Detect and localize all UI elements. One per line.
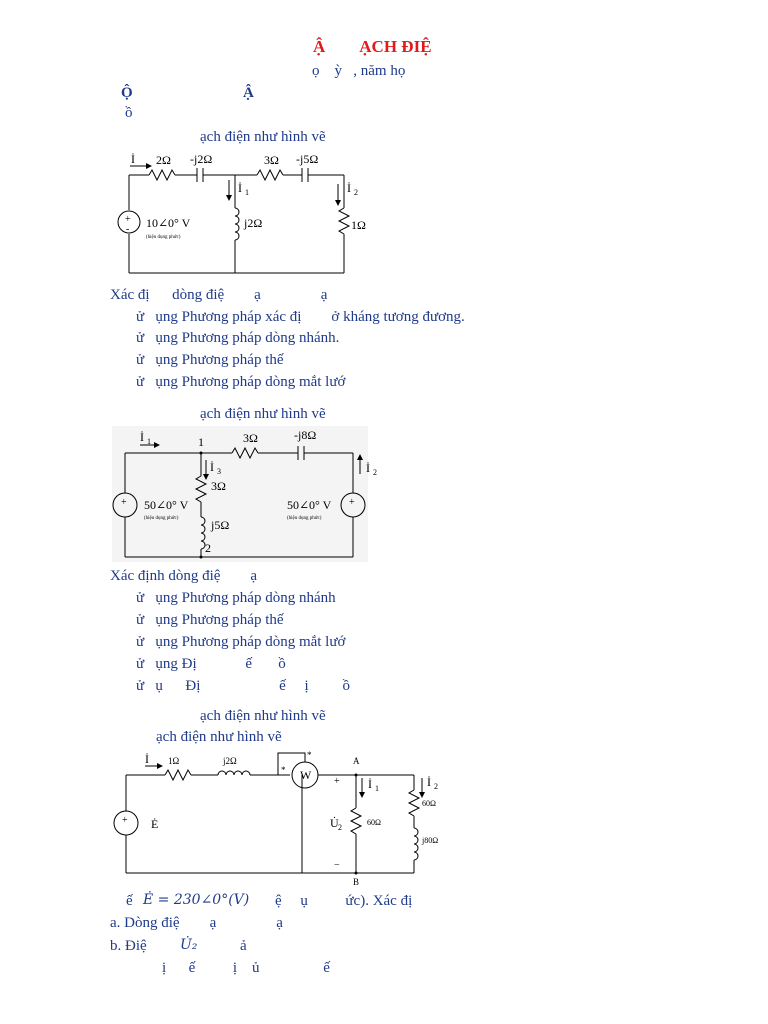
circuit-diagram-3 [112,748,462,888]
page-title: Ậ ẠCH ĐIỆ [313,37,432,56]
u2-plus: + [334,776,340,787]
node-2-label: 2 [205,541,211,555]
i2-label: İ [347,181,351,195]
i1-sub: 1 [245,188,249,197]
i2-sub: 2 [373,468,377,477]
source-left-plus: + [121,497,127,508]
i2-label: İ [366,461,370,475]
section1-item-4: ử ụng Phương pháp dòng mắt lướ [136,374,346,390]
r3-label: 60Ω [422,799,436,808]
c1-label: -j8Ω [294,428,317,442]
u2-label: U̇ [330,816,339,830]
source-plus: + [122,815,128,826]
i1-sub: 1 [375,784,379,793]
source-right-label: 50∠0° V [287,498,332,512]
r1-label: 2Ω [156,153,171,167]
l2-label: j80Ω [422,836,439,845]
section2-item-4: ử ụng Đị ế ồ [136,656,286,672]
question-label-2: Ậ [243,85,254,101]
section3-item-b-suffix: ả [240,938,247,954]
source-right-note: (hiệu dụng phức) [287,516,322,521]
source-right-plus: + [349,497,355,508]
i2-sub: 2 [434,782,438,791]
given-suffix: ệ ụ ức). Xác đị [275,893,413,909]
i1-label: İ [238,181,242,195]
source-label: Ė [151,817,159,831]
node-a-label: A [353,756,360,766]
i3-sub: 3 [217,467,221,476]
source-label: 10∠0° V [146,216,191,230]
section3-item-b-formula: U̇₂ [180,937,198,953]
section1-question: Xác đị dòng điệ ạ ạ [110,287,328,303]
r1-label: 1Ω [168,756,180,766]
section2-item-1: ử ụng Phương pháp dòng nhánh [136,590,336,606]
i3-label: İ [210,460,214,474]
node-b-label: B [353,877,360,887]
section1-item-3: ử ụng Phương pháp thế [136,352,284,368]
question-label-3: ồ [125,105,133,121]
section1-item-1: ử ụng Phương pháp xác đị ở kháng tương đương. [136,309,465,325]
section2-question: Xác định dòng điệ ạ [110,568,258,584]
question-label: Ộ [121,85,133,101]
wattmeter-star-1: * [281,765,286,775]
r2-label: 3Ω [264,153,279,167]
wattmeter-star-2: * [307,750,312,760]
section2-item-5: ử ụ Đị ế ị ồ [136,678,350,694]
section2-item-2: ử ụng Phương pháp thế [136,612,284,628]
section3-item-b-prefix: b. Điệ [110,938,147,954]
l1-label: j2Ω [244,216,263,230]
current-label: İ [145,752,149,766]
r2-label: 60Ω [367,818,381,827]
section3-item-c: ị ế ị ủ ế [162,960,330,976]
section1-item-2: ử ụng Phương pháp dòng nhánh. [136,330,340,346]
circuit-diagram-1 [112,150,366,280]
circuit-diagram-2 [112,426,377,562]
source-left-label: 50∠0° V [144,498,189,512]
r2-label: 3Ω [211,479,226,493]
given-prefix: ế [126,893,133,909]
section3-item-a: a. Dòng điệ ạ ạ [110,915,283,931]
r1-label: 3Ω [243,431,258,445]
c2-label: -j5Ω [296,152,319,166]
source-plus: + [125,214,131,225]
section3-intro: ạch điện như hình vẽ [200,708,326,724]
u2-sub: 2 [338,823,342,832]
given-formula: Ė = 230∠0°(V) [143,892,250,908]
current-main: İ [131,152,135,166]
l1-label: j5Ω [211,518,230,532]
l1-label: j2Ω [223,756,237,766]
section3-intro-2: ạch điện như hình vẽ [156,729,282,745]
page-subtitle: ọ ỳ , năm họ [312,63,406,79]
i2-sub: 2 [354,188,358,197]
section2-item-3: ử ụng Phương pháp dòng mắt lướ [136,634,346,650]
r3-label: 1Ω [351,218,366,232]
wattmeter-label: W [300,768,312,782]
i2-label: İ [427,775,431,789]
node-1-label: 1 [198,435,204,449]
u2-minus: − [334,860,340,871]
source-note: (hiệu dụng phức) [146,235,181,240]
i1-sub: 1 [147,437,151,446]
section2-intro: ạch điện như hình vẽ [200,406,326,422]
i1-label: İ [368,777,372,791]
section1-intro: ạch điện như hình vẽ [200,129,326,145]
i1-label: İ [140,430,144,444]
c1-label: -j2Ω [190,152,213,166]
source-left-note: (hiệu dụng phức) [144,516,179,521]
source-minus: - [126,224,130,235]
